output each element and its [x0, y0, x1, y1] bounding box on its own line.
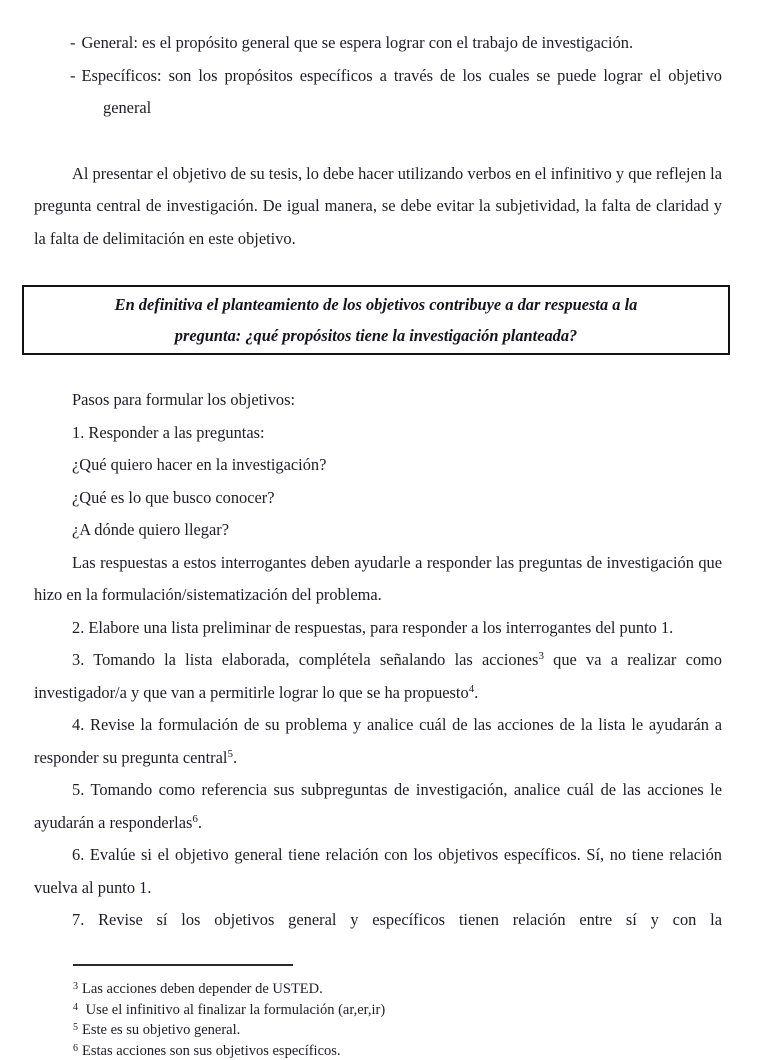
bullet-marker: - [70, 65, 76, 85]
step-paragraph-12 [34, 904, 722, 937]
step-text: . [474, 682, 479, 702]
step-text: que va a realizar como investigador/a y que van a permitirle lograr lo que se ha propuesto [34, 650, 722, 702]
step-paragraph-3 [34, 449, 722, 482]
step-text: ¿Qué quiero hacer en la investigación? [72, 455, 327, 474]
footnote-number-3: 3 [73, 981, 78, 992]
footnote-3 [73, 979, 723, 1000]
footnote-separator [73, 964, 293, 966]
step-paragraph-7 [34, 612, 722, 645]
step-text: ¿A dónde quiero llegar? [72, 520, 230, 539]
step-paragraph-8 [34, 644, 722, 709]
bullet-item-2 [70, 60, 722, 125]
footnote-6 [73, 1041, 723, 1060]
footnote-text: Las acciones deben depender de USTED. [82, 981, 323, 997]
footnote-text: Estas acciones son sus objetivos específicos. [82, 1042, 341, 1059]
bullet-marker: - [70, 33, 76, 52]
step-text: 2. Elabore una lista preliminar de respuestas, para responder a los interrogantes del punto 1. [72, 617, 674, 637]
footnotes-section [73, 964, 723, 1060]
footnote-text: Use el infinitivo al finalizar la formulación (ar,er,ir) [82, 1001, 386, 1018]
step-paragraph-5 [34, 514, 722, 547]
step-paragraph-6 [34, 547, 722, 612]
callout-line-2: pregunta: ¿qué propósitos tiene la investigación planteada? [174, 326, 578, 345]
step-paragraph-11 [34, 839, 722, 904]
step-paragraph-1 [34, 384, 722, 417]
step-paragraph-9 [34, 709, 722, 774]
step-text: 3. Tomando la lista elaborada, complétela señalando las acciones [72, 650, 539, 669]
superscript-ref-6: 6 [192, 812, 198, 825]
footnote-number-4: 4 [73, 1001, 78, 1013]
step-text: ¿Qué es lo que busco conocer? [72, 487, 275, 507]
footnote-list [73, 979, 723, 1060]
footnote-5 [73, 1020, 723, 1041]
footnote-text: Este es su objetivo general. [82, 1022, 241, 1038]
objective-types-bullet-list [34, 27, 722, 125]
intro-paragraph: Al presentar el objetivo de su tesis, lo debe hacer utilizando verbos en el infinitivo y que reflejen la pregunta central de investigación. De igual manera, se debe evitar la subjetividad, la falta de claridad y la falta de delimitación en este objetivo. [34, 163, 722, 248]
footnote-number-5: 5 [73, 1022, 78, 1033]
step-text: . [232, 747, 238, 767]
step-text: 1. Responder a las preguntas: [72, 422, 265, 442]
footnote-number-6: 6 [73, 1042, 78, 1054]
step-text: Las respuestas a estos interrogantes deben ayudarle a responder las preguntas de investigación que hizo en la formulación/sistematización del problema. [34, 552, 722, 604]
bullet-text: General: es el propósito general que se espera lograr con el trabajo de investigación. [81, 33, 634, 52]
step-paragraph-4 [34, 482, 722, 515]
superscript-ref-4: 4 [468, 682, 475, 695]
step-text: . [197, 812, 202, 832]
bullet-text: Específicos: son los propósitos específicos a través de los cuales se puede lograr el objetivo general [81, 65, 722, 117]
step-paragraph-10 [34, 774, 722, 839]
step-text: 7. Revise sí los objetivos general y específicos tienen relación entre sí y con la [72, 910, 722, 929]
callout-line-1: En definitiva el planteamiento de los objetivos contribuye a dar respuesta a la [114, 295, 638, 314]
step-text: Pasos para formular los objetivos: [72, 390, 296, 409]
steps-section [34, 384, 722, 937]
bullet-item-1 [70, 27, 722, 60]
superscript-ref-3: 3 [538, 650, 544, 662]
step-text: 6. Evalúe si el objetivo general tiene relación con los objetivos específicos. Sí, no tiene relación vuelva al punto 1. [34, 845, 722, 897]
callout-box [22, 285, 730, 355]
step-text: 5. Tomando como referencia sus subpreguntas de investigación, analice cuál de las acciones le ayudarán a responderlas [34, 780, 722, 832]
step-text: 4. Revise la formulación de su problema y analice cuál de las acciones de la lista le ayudarán a responder su pregunta central [34, 715, 722, 767]
footnote-4 [73, 1000, 723, 1021]
step-paragraph-2 [34, 417, 722, 450]
superscript-ref-5: 5 [227, 747, 233, 760]
